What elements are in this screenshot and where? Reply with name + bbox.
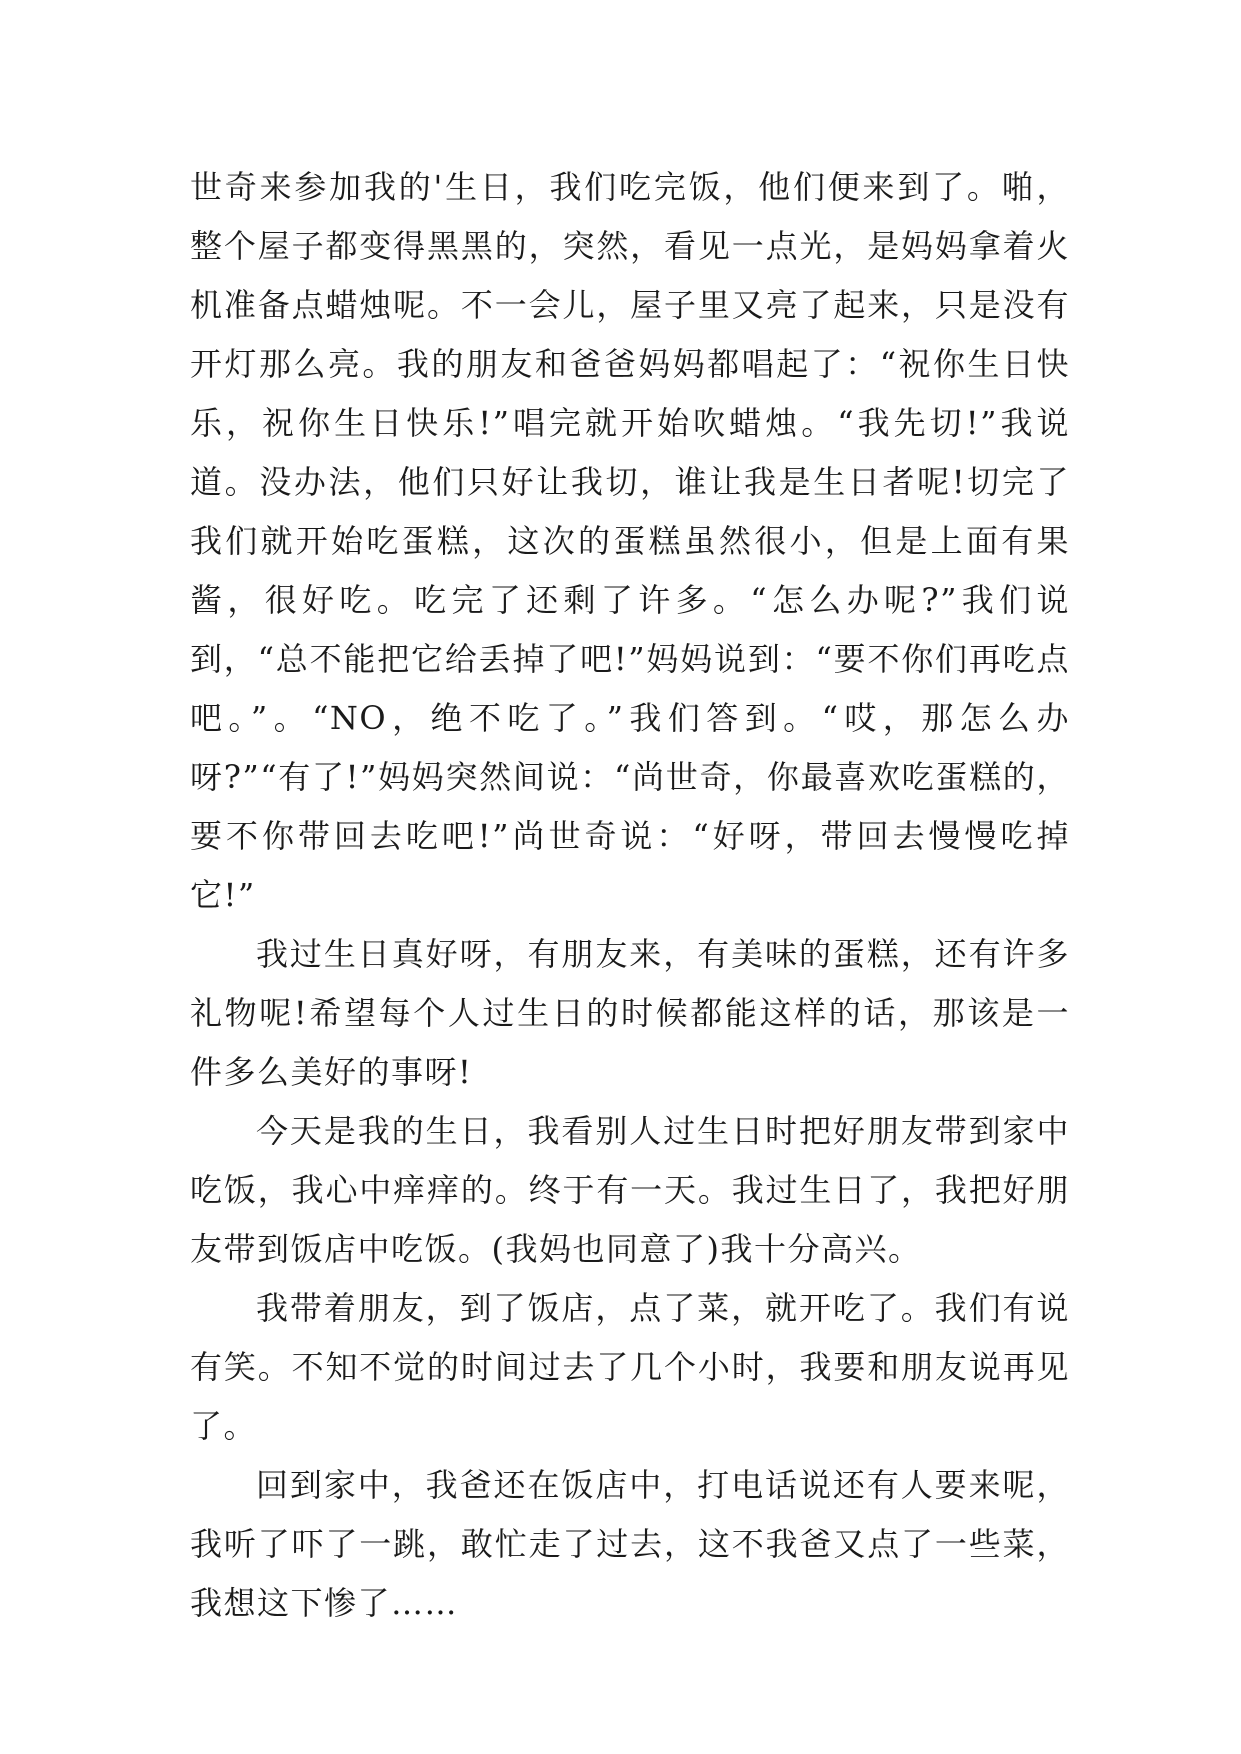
paragraph-3: 今天是我的生日，我看别人过生日时把好朋友带到家中吃饭，我心中痒痒的。终于有一天。我过生日了，我把好朋友带到饭店中吃饭。(我妈也同意了)我十分高兴。 <box>190 1112 1070 1268</box>
document-body <box>190 158 1070 1633</box>
paragraph-2: 我过生日真好呀，有朋友来，有美味的蛋糕，还有许多礼物呢!希望每个人过生日的时候都能这样的话，那该是一件多么美好的事呀! <box>190 935 1070 1091</box>
paragraph-5: 回到家中，我爸还在饭店中，打电话说还有人要来呢，我听了吓了一跳，敢忙走了过去，这不我爸又点了一些菜，我想这下惨了…… <box>190 1466 1070 1622</box>
paragraph-1: 世奇来参加我的'生日，我们吃完饭，他们便来到了。啪，整个屋子都变得黑黑的，突然，看见一点光，是妈妈拿着火机准备点蜡烛呢。不一会儿，屋子里又亮了起来，只是没有开灯那么亮。我的朋友和爸爸妈妈都唱起了：“祝你生日快乐，祝你生日快乐!”唱完就开始吹蜡烛。“我先切!”我说道。没办法，他们只好让我切，谁让我是生日者呢!切完了我们就开始吃蛋糕，这次的蛋糕虽然很小，但是上面有果酱，很好吃。吃完了还剩了许多。“怎么办呢?”我们说到，“总不能把它给丢掉了吧!”妈妈说到：“要不你们再吃点吧。”。“NO，绝不吃了。”我们答到。“哎，那怎么办呀?”“有了!”妈妈突然间说：“尚世奇，你最喜欢吃蛋糕的，要不你带回去吃吧!”尚世奇说：“好呀，带回去慢慢吃掉它!” <box>190 168 1070 914</box>
paragraph-4: 我带着朋友，到了饭店，点了菜，就开吃了。我们有说有笑。不知不觉的时间过去了几个小时，我要和朋友说再见了。 <box>190 1289 1070 1445</box>
